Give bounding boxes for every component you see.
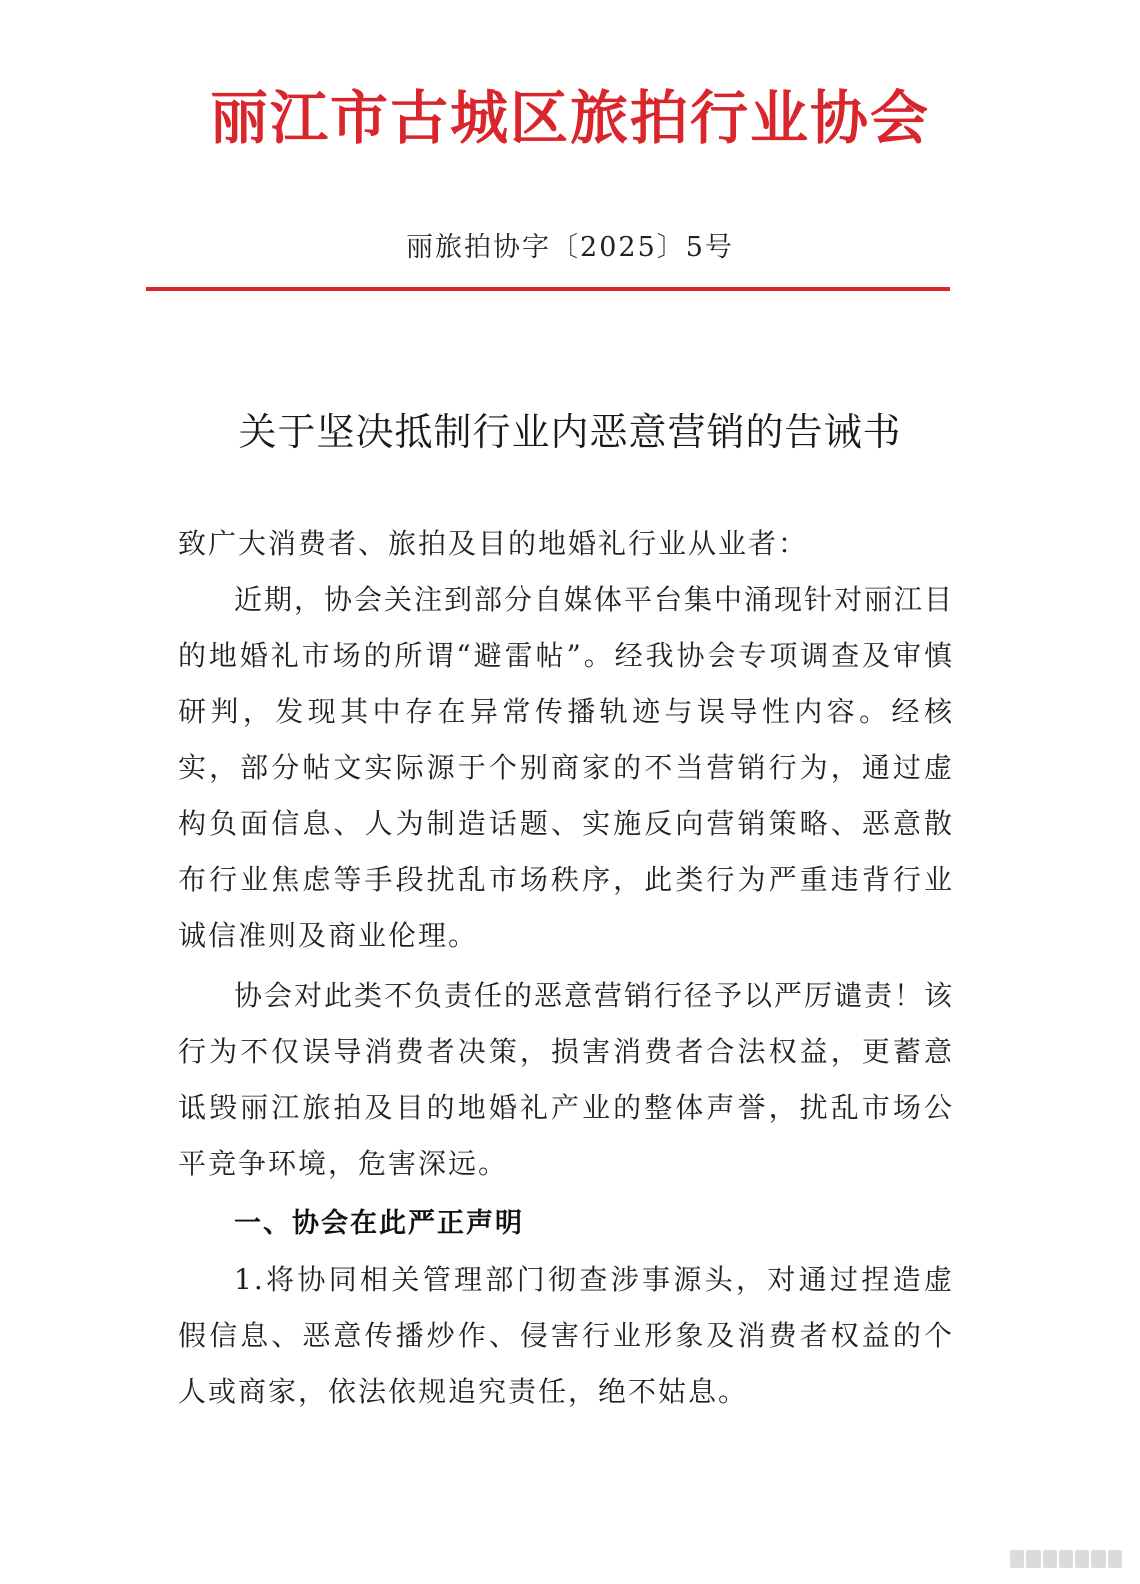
paragraph-2: 协会对此类不负责任的恶意营销行径予以严厉谴责！该行为不仅误导消费者决策，损害消费者合法权益，更蓄意诋毁丽江旅拍及目的地婚礼产业的整体声誉，扰乱市场公平竞争环境，危害深远。 [178, 979, 955, 1180]
document-title: 关于坚决抵制行业内恶意营销的告诫书 [238, 410, 902, 454]
salutation: 致广大消费者、旅拍及目的地婚礼行业从业者： [178, 527, 809, 560]
section-heading: 一、协会在此严正声明 [234, 1208, 524, 1239]
document-number: 丽旅拍协字〔2025〕5号 [406, 232, 734, 263]
watermark-mark [1010, 1550, 1122, 1568]
paragraph-1: 近期，协会关注到部分自媒体平台集中涌现针对丽江目的地婚礼市场的所谓“避雷帖”。经我协会专项调查及审慎研判，发现其中存在异常传播轨迹与误导性内容。经核实，部分帖文实际源于个别商家的不当营销行为，通过虚构负面信息、人为制造话题、实施反向营销策略、恶意散布行业焦虑等手段扰乱市场秩序，此类行为严重违背行业诚信准则及商业伦理。 [178, 583, 955, 952]
org-letterhead-title: 丽江市古城区旅拍行业协会 [209, 84, 930, 152]
red-divider-rule [146, 287, 950, 291]
section-item-1: 1.将协同相关管理部门彻查涉事源头，对通过捏造虚假信息、恶意传播炒作、侵害行业形象及消费者权益的个人或商家，依法依规追究责任，绝不姑息。 [178, 1263, 954, 1408]
